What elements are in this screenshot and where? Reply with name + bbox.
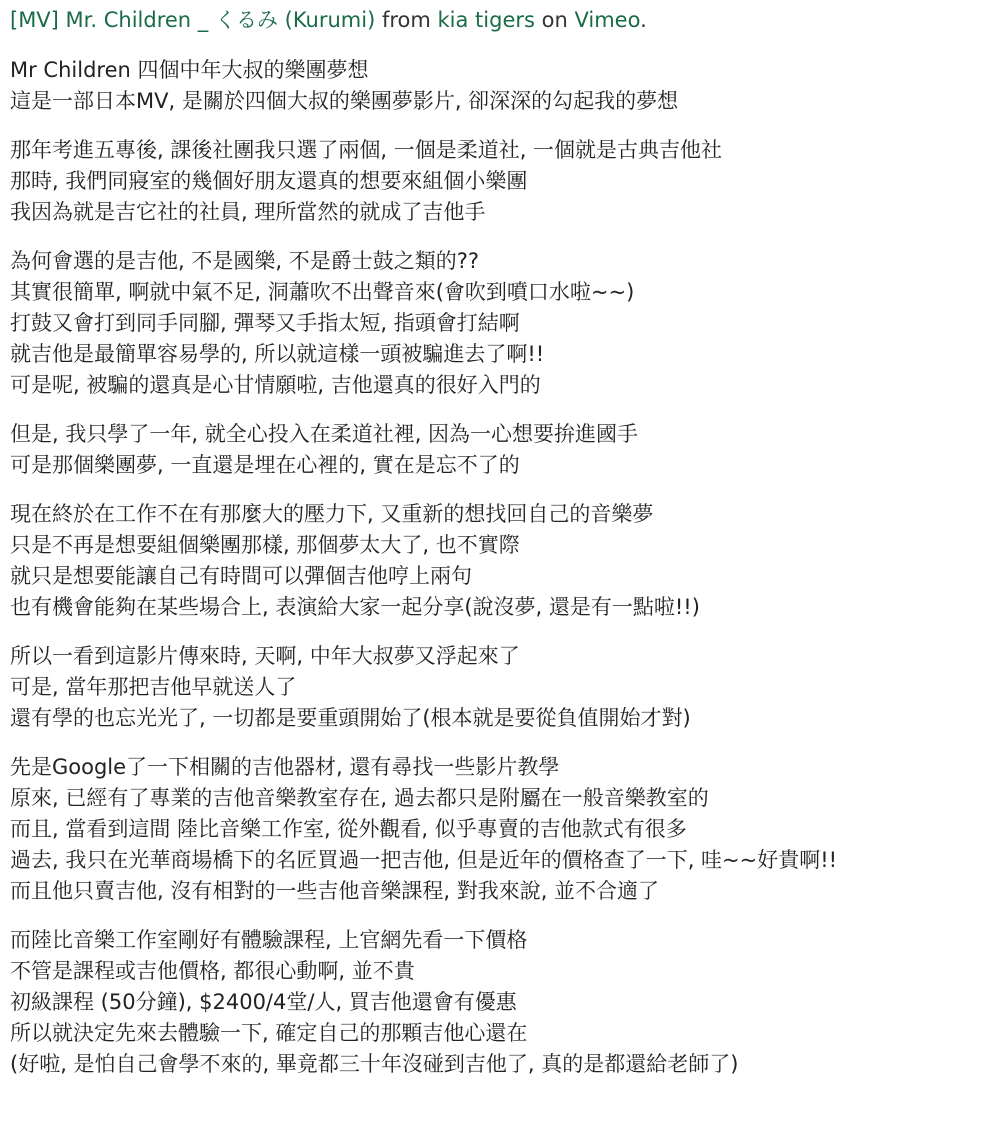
text-line: 那時, 我們同寢室的幾個好朋友還真的想要來組個小樂團: [10, 169, 528, 193]
text-line: 那年考進五專後, 課後社團我只選了兩個, 一個是柔道社, 一個就是古典吉他社: [10, 138, 723, 162]
text-line: 所以就決定先來去體驗一下, 確定自己的那顆吉他心還在: [10, 1021, 528, 1045]
text-line: 先是Google了一下相關的吉他器材, 還有尋找一些影片教學: [10, 755, 560, 779]
article-paragraph: [10, 55, 998, 117]
article-paragraph: [10, 925, 998, 1080]
text-line: (好啦, 是怕自己會學不來的, 畢竟都三十年沒碰到吉他了, 真的是都還給老師了): [10, 1052, 739, 1076]
text-line: 也有機會能夠在某些場合上, 表演給大家一起分享(說沒夢, 還是有一點啦!!): [10, 595, 700, 619]
text-line: 就只是想要能讓自己有時間可以彈個吉他哼上兩句: [10, 564, 472, 588]
text-line: 就吉他是最簡單容易學的, 所以就這樣一頭被騙進去了啊!!: [10, 342, 545, 366]
article-paragraph: [10, 752, 998, 907]
text-line: 但是, 我只學了一年, 就全心投入在柔道社裡, 因為一心想要拚進國手: [10, 422, 639, 446]
credit-text-from: from: [375, 8, 438, 32]
text-line: 初級課程 (50分鐘), $2400/4堂/人, 買吉他還會有優惠: [10, 990, 517, 1014]
text-line: 只是不再是想要組個樂團那樣, 那個夢太大了, 也不實際: [10, 533, 520, 557]
credit-text-on: on: [534, 8, 575, 32]
article-paragraph: [10, 499, 998, 623]
text-line: 打鼓又會打到同手同腳, 彈琴又手指太短, 指頭會打結啊: [10, 311, 520, 335]
text-line: 可是那個樂團夢, 一直還是埋在心裡的, 實在是忘不了的: [10, 453, 520, 477]
text-line: 我因為就是吉它社的社員, 理所當然的就成了吉他手: [10, 200, 486, 224]
article-body: [10, 55, 998, 1080]
text-line: 可是, 當年那把吉他早就送人了: [10, 675, 297, 699]
article-paragraph: [10, 135, 998, 228]
author-link[interactable]: kia tigers: [437, 8, 535, 32]
text-line: 現在終於在工作不在有那麼大的壓力下, 又重新的想找回自己的音樂夢: [10, 502, 654, 526]
text-line: 而且, 當看到這間 陸比音樂工作室, 從外觀看, 似乎專賣的吉他款式有很多: [10, 817, 687, 841]
video-credit-line: [10, 6, 998, 34]
text-line: 而且他只賣吉他, 沒有相對的一些吉他音樂課程, 對我來說, 並不合適了: [10, 879, 660, 903]
credit-text-period: .: [640, 8, 647, 32]
text-line: 這是一部日本MV, 是關於四個大叔的樂團夢影片, 卻深深的勾起我的夢想: [10, 89, 679, 113]
article-paragraph: [10, 641, 998, 734]
text-line: 不管是課程或吉他價格, 都很心動啊, 並不貴: [10, 959, 415, 983]
text-line: 過去, 我只在光華商場橋下的名匠買過一把吉他, 但是近年的價格查了一下, 哇~~好貴啊!!: [10, 848, 838, 872]
article-paragraph: [10, 419, 998, 481]
text-line: 還有學的也忘光光了, 一切都是要重頭開始了(根本就是要從負值開始才對): [10, 706, 691, 730]
vimeo-link[interactable]: Vimeo: [574, 8, 641, 32]
video-title-link[interactable]: [MV] Mr. Children _ くるみ (Kurumi): [10, 8, 376, 32]
text-line: 為何會選的是吉他, 不是國樂, 不是爵士鼓之類的??: [10, 249, 479, 273]
text-line: Mr Children 四個中年大叔的樂團夢想: [10, 58, 369, 82]
article-paragraph: [10, 246, 998, 401]
text-line: 原來, 已經有了專業的吉他音樂教室存在, 過去都只是附屬在一般音樂教室的: [10, 786, 709, 810]
text-line: 而陸比音樂工作室剛好有體驗課程, 上官網先看一下價格: [10, 928, 528, 952]
text-line: 所以一看到這影片傳來時, 天啊, 中年大叔夢又浮起來了: [10, 644, 520, 668]
text-line: 可是呢, 被騙的還真是心甘情願啦, 吉他還真的很好入門的: [10, 373, 541, 397]
text-line: 其實很簡單, 啊就中氣不足, 洞蕭吹不出聲音來(會吹到噴口水啦~~): [10, 280, 635, 304]
